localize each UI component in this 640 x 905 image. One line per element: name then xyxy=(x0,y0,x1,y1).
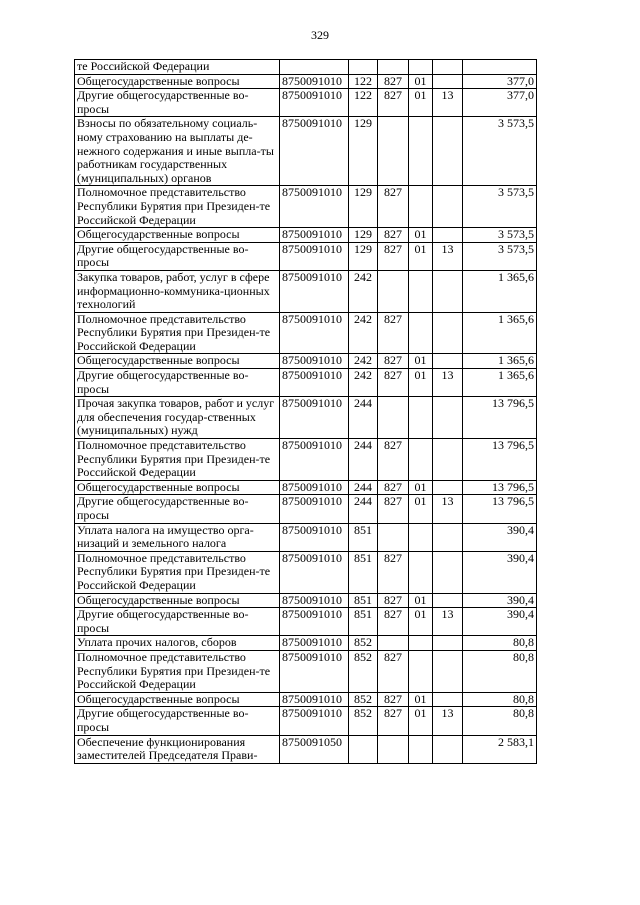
expense-type-cell: 129 xyxy=(349,186,378,228)
amount-cell: 390,4 xyxy=(463,523,537,551)
target-article-cell: 8750091010 xyxy=(280,636,349,651)
table-row xyxy=(75,354,537,369)
subsection-code-cell xyxy=(433,735,463,763)
amount-cell xyxy=(463,60,537,75)
budget-table xyxy=(74,59,537,764)
row-name-cell: те Российской Федерации xyxy=(75,60,280,75)
row-name-cell: Полномочное представительство Республики Бурятия при Президен-те Российской Федерации xyxy=(75,439,280,481)
budget-manager-code-cell: 827 xyxy=(378,89,409,117)
row-name-cell: Общегосударственные вопросы xyxy=(75,74,280,89)
expense-type-cell xyxy=(349,60,378,75)
row-name-cell: Общегосударственные вопросы xyxy=(75,692,280,707)
target-article-cell: 8750091010 xyxy=(280,495,349,523)
budget-manager-code-cell xyxy=(378,117,409,186)
subsection-code-cell: 13 xyxy=(433,89,463,117)
subsection-code-cell xyxy=(433,593,463,608)
target-article-cell: 8750091010 xyxy=(280,650,349,692)
section-code-cell: 01 xyxy=(409,692,433,707)
row-name-cell: Другие общегосударственные во-просы xyxy=(75,707,280,735)
subsection-code-cell xyxy=(433,636,463,651)
subsection-code-cell: 13 xyxy=(433,707,463,735)
section-code-cell: 01 xyxy=(409,74,433,89)
budget-manager-code-cell xyxy=(378,636,409,651)
amount-cell: 3 573,5 xyxy=(463,117,537,186)
expense-type-cell: 242 xyxy=(349,354,378,369)
subsection-code-cell xyxy=(433,439,463,481)
subsection-code-cell xyxy=(433,480,463,495)
expense-type-cell: 851 xyxy=(349,593,378,608)
expense-type-cell: 852 xyxy=(349,636,378,651)
section-code-cell: 01 xyxy=(409,369,433,397)
amount-cell: 390,4 xyxy=(463,551,537,593)
expense-type-cell: 242 xyxy=(349,270,378,312)
subsection-code-cell xyxy=(433,186,463,228)
expense-type-cell: 851 xyxy=(349,551,378,593)
section-code-cell xyxy=(409,439,433,481)
table-row xyxy=(75,60,537,75)
budget-manager-code-cell xyxy=(378,397,409,439)
target-article-cell: 8750091010 xyxy=(280,354,349,369)
expense-type-cell: 129 xyxy=(349,242,378,270)
section-code-cell: 01 xyxy=(409,89,433,117)
row-name-cell: Полномочное представительство Республики Бурятия при Президен-те Российской Федерации xyxy=(75,551,280,593)
amount-cell: 2 583,1 xyxy=(463,735,537,763)
table-row xyxy=(75,117,537,186)
subsection-code-cell: 13 xyxy=(433,369,463,397)
budget-manager-code-cell: 827 xyxy=(378,551,409,593)
subsection-code-cell xyxy=(433,117,463,186)
expense-type-cell: 122 xyxy=(349,74,378,89)
table-row xyxy=(75,593,537,608)
budget-manager-code-cell: 827 xyxy=(378,186,409,228)
table-row xyxy=(75,650,537,692)
section-code-cell xyxy=(409,117,433,186)
row-name-cell: Другие общегосударственные во-просы xyxy=(75,89,280,117)
table-row xyxy=(75,312,537,354)
budget-manager-code-cell: 827 xyxy=(378,593,409,608)
section-code-cell xyxy=(409,735,433,763)
budget-manager-code-cell xyxy=(378,735,409,763)
section-code-cell xyxy=(409,60,433,75)
row-name-cell: Уплата налога на имущество орга-низаций и земельного налога xyxy=(75,523,280,551)
subsection-code-cell xyxy=(433,692,463,707)
section-code-cell: 01 xyxy=(409,354,433,369)
row-name-cell: Другие общегосударственные во-просы xyxy=(75,608,280,636)
subsection-code-cell xyxy=(433,650,463,692)
budget-manager-code-cell xyxy=(378,270,409,312)
expense-type-cell: 244 xyxy=(349,480,378,495)
budget-manager-code-cell xyxy=(378,523,409,551)
table-row xyxy=(75,495,537,523)
target-article-cell: 8750091010 xyxy=(280,117,349,186)
expense-type-cell: 122 xyxy=(349,89,378,117)
expense-type-cell: 851 xyxy=(349,523,378,551)
section-code-cell xyxy=(409,636,433,651)
subsection-code-cell xyxy=(433,312,463,354)
target-article-cell: 8750091010 xyxy=(280,439,349,481)
target-article-cell: 8750091010 xyxy=(280,369,349,397)
target-article-cell: 8750091010 xyxy=(280,228,349,243)
row-name-cell: Полномочное представительство Республики Бурятия при Президен-те Российской Федерации xyxy=(75,186,280,228)
table-row xyxy=(75,692,537,707)
budget-manager-code-cell: 827 xyxy=(378,608,409,636)
section-code-cell: 01 xyxy=(409,242,433,270)
table-row xyxy=(75,523,537,551)
amount-cell: 3 573,5 xyxy=(463,186,537,228)
target-article-cell: 8750091010 xyxy=(280,480,349,495)
subsection-code-cell xyxy=(433,354,463,369)
subsection-code-cell xyxy=(433,523,463,551)
target-article-cell: 8750091050 xyxy=(280,735,349,763)
target-article-cell: 8750091010 xyxy=(280,707,349,735)
amount-cell: 80,8 xyxy=(463,692,537,707)
budget-manager-code-cell: 827 xyxy=(378,707,409,735)
amount-cell: 377,0 xyxy=(463,89,537,117)
subsection-code-cell: 13 xyxy=(433,608,463,636)
row-name-cell: Другие общегосударственные во-просы xyxy=(75,369,280,397)
amount-cell: 1 365,6 xyxy=(463,312,537,354)
amount-cell: 13 796,5 xyxy=(463,439,537,481)
row-name-cell: Другие общегосударственные во-просы xyxy=(75,495,280,523)
amount-cell: 1 365,6 xyxy=(463,354,537,369)
expense-type-cell: 852 xyxy=(349,650,378,692)
row-name-cell: Закупка товаров, работ, услуг в сфере информационно-коммуника-ционных технологий xyxy=(75,270,280,312)
expense-type-cell: 852 xyxy=(349,707,378,735)
target-article-cell: 8750091010 xyxy=(280,692,349,707)
budget-manager-code-cell: 827 xyxy=(378,439,409,481)
row-name-cell: Общегосударственные вопросы xyxy=(75,593,280,608)
target-article-cell: 8750091010 xyxy=(280,242,349,270)
section-code-cell: 01 xyxy=(409,593,433,608)
row-name-cell: Общегосударственные вопросы xyxy=(75,354,280,369)
expense-type-cell: 244 xyxy=(349,397,378,439)
row-name-cell: Полномочное представительство Республики Бурятия при Президен-те Российской Федерации xyxy=(75,650,280,692)
section-code-cell xyxy=(409,186,433,228)
target-article-cell: 8750091010 xyxy=(280,608,349,636)
target-article-cell: 8750091010 xyxy=(280,74,349,89)
section-code-cell: 01 xyxy=(409,228,433,243)
section-code-cell: 01 xyxy=(409,608,433,636)
section-code-cell: 01 xyxy=(409,707,433,735)
amount-cell: 3 573,5 xyxy=(463,242,537,270)
target-article-cell: 8750091010 xyxy=(280,270,349,312)
budget-manager-code-cell: 827 xyxy=(378,228,409,243)
section-code-cell: 01 xyxy=(409,480,433,495)
row-name-cell: Общегосударственные вопросы xyxy=(75,480,280,495)
table-row xyxy=(75,439,537,481)
budget-manager-code-cell: 827 xyxy=(378,650,409,692)
row-name-cell: Уплата прочих налогов, сборов xyxy=(75,636,280,651)
amount-cell: 390,4 xyxy=(463,608,537,636)
expense-type-cell: 242 xyxy=(349,312,378,354)
expense-type-cell: 129 xyxy=(349,228,378,243)
budget-manager-code-cell: 827 xyxy=(378,369,409,397)
table-row xyxy=(75,270,537,312)
expense-type-cell xyxy=(349,735,378,763)
table-row xyxy=(75,707,537,735)
amount-cell: 80,8 xyxy=(463,650,537,692)
expense-type-cell: 851 xyxy=(349,608,378,636)
table-row xyxy=(75,397,537,439)
row-name-cell: Взносы по обязательному социаль-ному страхованию на выплаты де-нежного содержания и иные выпла-ты работникам государственных (муниципальных) органов xyxy=(75,117,280,186)
subsection-code-cell xyxy=(433,551,463,593)
target-article-cell xyxy=(280,60,349,75)
budget-manager-code-cell: 827 xyxy=(378,354,409,369)
table-row xyxy=(75,89,537,117)
section-code-cell xyxy=(409,270,433,312)
amount-cell: 3 573,5 xyxy=(463,228,537,243)
budget-manager-code-cell: 827 xyxy=(378,480,409,495)
budget-manager-code-cell xyxy=(378,60,409,75)
table-row xyxy=(75,735,537,763)
table-row xyxy=(75,228,537,243)
subsection-code-cell xyxy=(433,270,463,312)
section-code-cell xyxy=(409,523,433,551)
expense-type-cell: 242 xyxy=(349,369,378,397)
section-code-cell xyxy=(409,397,433,439)
amount-cell: 1 365,6 xyxy=(463,270,537,312)
budget-manager-code-cell: 827 xyxy=(378,312,409,354)
subsection-code-cell: 13 xyxy=(433,495,463,523)
section-code-cell: 01 xyxy=(409,495,433,523)
expense-type-cell: 244 xyxy=(349,439,378,481)
amount-cell: 13 796,5 xyxy=(463,480,537,495)
row-name-cell: Другие общегосударственные во-просы xyxy=(75,242,280,270)
expense-type-cell: 244 xyxy=(349,495,378,523)
expense-type-cell: 852 xyxy=(349,692,378,707)
target-article-cell: 8750091010 xyxy=(280,523,349,551)
row-name-cell: Обеспечение функционирования заместителей Председателя Прави- xyxy=(75,735,280,763)
page-number: 329 xyxy=(311,28,329,42)
table-row xyxy=(75,480,537,495)
section-code-cell xyxy=(409,312,433,354)
budget-manager-code-cell: 827 xyxy=(378,692,409,707)
table-row xyxy=(75,551,537,593)
amount-cell: 80,8 xyxy=(463,636,537,651)
table-row xyxy=(75,242,537,270)
subsection-code-cell xyxy=(433,397,463,439)
target-article-cell: 8750091010 xyxy=(280,593,349,608)
subsection-code-cell xyxy=(433,60,463,75)
amount-cell: 377,0 xyxy=(463,74,537,89)
expense-type-cell: 129 xyxy=(349,117,378,186)
table-row xyxy=(75,369,537,397)
row-name-cell: Полномочное представительство Республики Бурятия при Президен-те Российской Федерации xyxy=(75,312,280,354)
section-code-cell xyxy=(409,551,433,593)
row-name-cell: Прочая закупка товаров, работ и услуг для обеспечения государ-ственных (муниципальных) нужд xyxy=(75,397,280,439)
table-row xyxy=(75,608,537,636)
row-name-cell: Общегосударственные вопросы xyxy=(75,228,280,243)
table-row xyxy=(75,74,537,89)
subsection-code-cell xyxy=(433,74,463,89)
budget-manager-code-cell: 827 xyxy=(378,74,409,89)
target-article-cell: 8750091010 xyxy=(280,89,349,117)
budget-manager-code-cell: 827 xyxy=(378,495,409,523)
amount-cell: 13 796,5 xyxy=(463,495,537,523)
amount-cell: 1 365,6 xyxy=(463,369,537,397)
budget-manager-code-cell: 827 xyxy=(378,242,409,270)
amount-cell: 13 796,5 xyxy=(463,397,537,439)
subsection-code-cell xyxy=(433,228,463,243)
section-code-cell xyxy=(409,650,433,692)
target-article-cell: 8750091010 xyxy=(280,551,349,593)
target-article-cell: 8750091010 xyxy=(280,312,349,354)
amount-cell: 80,8 xyxy=(463,707,537,735)
subsection-code-cell: 13 xyxy=(433,242,463,270)
table-row xyxy=(75,186,537,228)
target-article-cell: 8750091010 xyxy=(280,397,349,439)
amount-cell: 390,4 xyxy=(463,593,537,608)
table-row xyxy=(75,636,537,651)
target-article-cell: 8750091010 xyxy=(280,186,349,228)
